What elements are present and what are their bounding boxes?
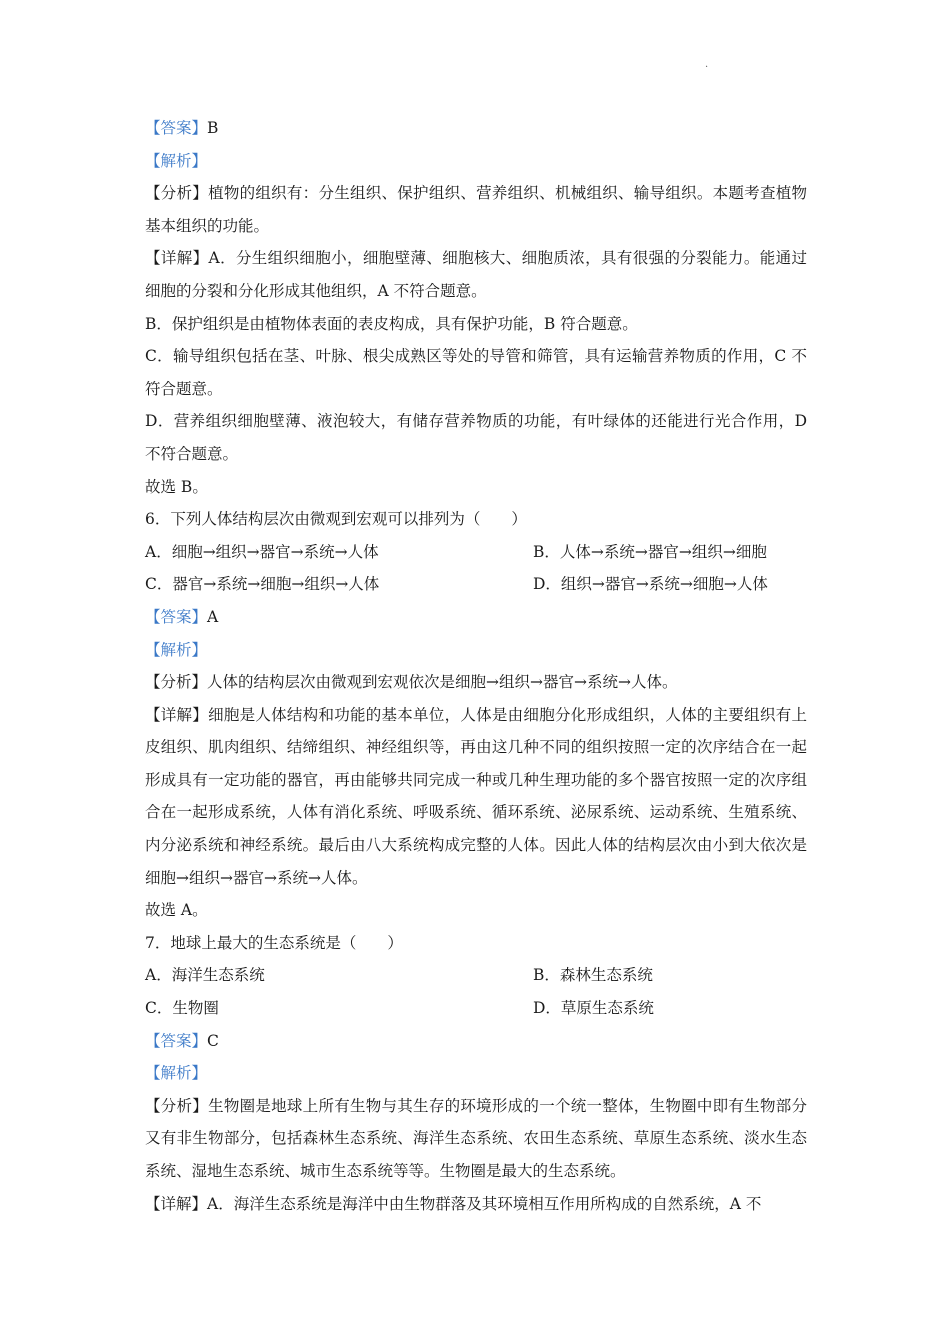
xiangjie-tag: 【详解】	[145, 1194, 208, 1213]
q6-analysis-tag: 【解析】	[145, 640, 208, 659]
q6-fenxi	[145, 666, 807, 699]
answer-value: C	[207, 1031, 219, 1050]
xiangjie-text: A．海洋生态系统是海洋中由生物群落及其环境相互作用所构成的自然系统，A 不	[207, 1194, 762, 1213]
q5-fenxi	[145, 177, 807, 242]
q6-option-c: C．器官→系统→细胞→组织→人体	[145, 575, 380, 594]
answer-value: A	[207, 607, 219, 626]
answer-tag: 【答案】	[145, 607, 208, 626]
q7-option-d: D．草原生态系统	[533, 999, 654, 1018]
fenxi-text: 生物圈是地球上所有生物与其生存的环境形成的一个统一整体，生物圈中即有生物部分又有非生物部分，包括森林生态系统、海洋生态系统、农田生态系统、草原生态系统、淡水生态系统、湿地生态系统、城市生态系统等等。生物圈是最大的生态系统。	[145, 1096, 807, 1180]
top-mark: ·	[705, 62, 709, 73]
q7-question: 7．地球上最大的生态系统是（ ）	[145, 933, 403, 952]
q5-xiangjie	[145, 242, 807, 307]
q7-answer	[145, 1025, 807, 1058]
q5-analysis-tag: 【解析】	[145, 151, 208, 170]
q5-conclusion: 故选 B。	[145, 477, 208, 496]
q6-option-a: A．细胞→组织→器官→系统→人体	[145, 542, 379, 561]
q5-option-b-explain: B．保护组织是由植物体表面的表皮构成，具有保护功能，B 符合题意。	[145, 314, 638, 333]
q7-options-row-1	[145, 959, 807, 992]
answer-tag: 【答案】	[145, 119, 208, 137]
q6-conclusion: 故选 A。	[145, 901, 208, 920]
answer-value: B	[207, 119, 219, 137]
q7-analysis-tag: 【解析】	[145, 1064, 208, 1083]
q7-xiangjie	[145, 1188, 807, 1221]
fenxi-tag: 【分析】	[145, 184, 209, 203]
q7-fenxi	[145, 1090, 807, 1188]
q5-answer	[145, 112, 807, 145]
fenxi-text: 植物的组织有：分生组织、保护组织、营养组织、机械组织、输导组织。本题考查植物基本组织的功能。	[145, 184, 807, 235]
q7-option-c: C．生物圈	[145, 999, 219, 1018]
q6-answer	[145, 601, 807, 634]
q7-option-a: A．海洋生态系统	[145, 966, 265, 985]
q7-options-row-2	[145, 992, 807, 1025]
q7-option-b: B．森林生态系统	[533, 966, 653, 985]
xiangjie-tag: 【详解】	[145, 249, 209, 268]
fenxi-text: 人体的结构层次由微观到宏观依次是细胞→组织→器官→系统→人体。	[207, 673, 678, 692]
xiangjie-text: A．分生组织细胞小，细胞壁薄、细胞核大、细胞质浓，具有很强的分裂能力。能通过细胞的分裂和分化形成其他组织，A 不符合题意。	[145, 249, 807, 300]
q5-option-d-explain: D．营养组织细胞壁薄、液泡较大，有储存营养物质的功能，有叶绿体的还能进行光合作用，D 不符合题意。	[145, 412, 807, 463]
q6-options-row-2	[145, 568, 807, 601]
q6-option-d: D．组织→器官→系统→细胞→人体	[533, 575, 768, 594]
xiangjie-text: 细胞是人体结构和功能的基本单位，人体是由细胞分化形成组织，人体的主要组织有上皮组织、肌肉组织、结缔组织、神经组织等，再由这几种不同的组织按照一定的次序结合在一起形成具有一定功能的器官，再由能够共同完成一种或几种生理功能的多个器官按照一定的次序组合在一起形成系统，人体有消化系统、呼吸系统、循环系统、泌尿系统、运动系统、生殖系统、内分泌系统和神经系统。最后由八大系统构成完整的人体。因此人体的结构层次由小到大依次是细胞→组织→器官→系统→人体。	[145, 705, 807, 887]
document-page	[145, 112, 807, 1220]
q6-option-b: B．人体→系统→器官→组织→细胞	[533, 542, 767, 561]
fenxi-tag: 【分析】	[145, 1096, 209, 1115]
q6-question: 6．下列人体结构层次由微观到宏观可以排列为（ ）	[145, 510, 527, 529]
answer-tag: 【答案】	[145, 1031, 208, 1050]
q6-xiangjie	[145, 699, 807, 895]
fenxi-tag: 【分析】	[145, 673, 208, 692]
xiangjie-tag: 【详解】	[145, 705, 209, 724]
q5-option-c-explain: C．输导组织包括在茎、叶脉、根尖成熟区等处的导管和筛管，具有运输营养物质的作用，C 不符合题意。	[145, 347, 807, 398]
q6-options-row-1	[145, 536, 807, 569]
